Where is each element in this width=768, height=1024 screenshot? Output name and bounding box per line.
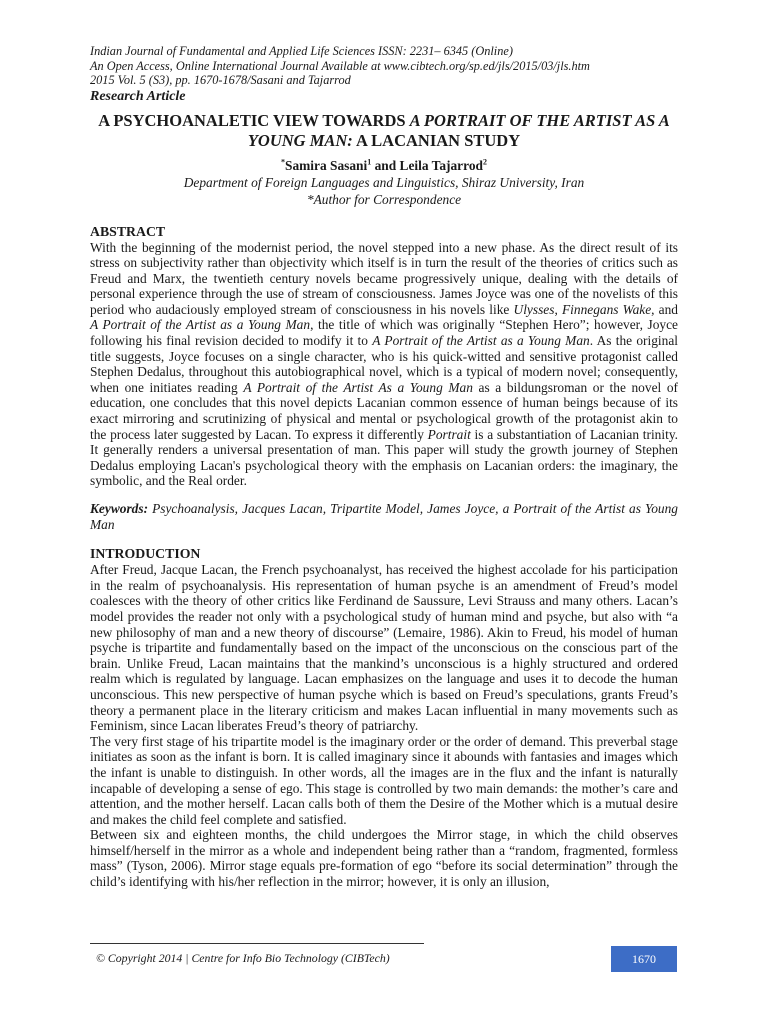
keywords: [90, 501, 678, 532]
paper-page: [90, 44, 678, 890]
abstract-text-segment: With the beginning of the modernist period, the novel stepped into a new phase. As the direct result of its stress on subjectivity rather than objectivity which itself is in turn the result of the theories of critics such as Freud and Marx, the twentieth century novels became progressively unique, dealing with the details of personal experience through the use of stream of consciousness. James Joyce was one of the novelists of this period who audaciously employed stream of consciousness in his novels like: [90, 239, 678, 317]
author-1-sup: 1: [367, 157, 372, 167]
journal-line-1: Indian Journal of Fundamental and Applied Life Sciences ISSN: 2231– 6345 (Online): [90, 44, 513, 58]
journal-line-3: 2015 Vol. 5 (S3), pp. 1670-1678/Sasani and Tajarrod: [90, 73, 351, 87]
journal-header: [90, 44, 678, 88]
abstract-text-segment: as a bildungsroman or the novel of education, one concludes that this novel depicts Lacanian common essence of human beings because of its exact mirroring and scrutinizing of physical and mental or psychological growth of the protagonist akin to the process later suggested by Lacan. To express it differently: [90, 379, 678, 442]
abstract-text-segment: , the title of which was originally “Stephen Hero”; however, Joyce following his final revision decided to modify it to: [90, 317, 678, 349]
page-number-badge: 1670: [611, 946, 677, 972]
author-line: [90, 157, 678, 174]
abstract-text-segment: . As the original title suggests, Joyce focuses on a single character, who is his quick-witted and sensitive protagonist called Stephen Dedalus, throughout this autobiographical novel, which is a typical of modern novel; consequently, when one initiates reading: [90, 333, 678, 395]
abstract-text-segment: , and: [651, 301, 679, 317]
abstract-italic-title: Ulysses: [513, 301, 555, 317]
abstract-text: [90, 240, 678, 490]
abstract-italic-title: A Portrait of the Artist as a Young Man: [90, 317, 311, 333]
author-star: *: [281, 157, 285, 167]
title-part-1: A PSYCHOANALETIC VIEW TOWARDS: [98, 110, 410, 130]
abstract-italic-title: A Portrait of the Artist as a Young Man: [372, 333, 590, 349]
correspondence-note: *Author for Correspondence: [306, 191, 462, 207]
footer-copyright: © Copyright 2014 | Centre for Info Bio Technology (CIBTech): [96, 951, 390, 965]
footer-divider: [90, 943, 424, 944]
paper-title: [90, 111, 678, 151]
author-2-sup: 2: [482, 157, 487, 167]
abstract-italic-title: Portrait: [427, 426, 471, 442]
article-type: Research Article: [90, 88, 186, 104]
intro-paragraph-3: Between six and eighteen months, the child undergoes the Mirror stage, in which the child observes himself/herself in the mirror as a whole and independent being rather than a “random, fragmented, formless mass” (Tyson, 2006). Mirror stage equals pre-formation of ego “before its social determination” through the child’s identifying with his/her reflection in the mirror; however, it is only an illusion,: [90, 827, 678, 890]
affiliation: Department of Foreign Languages and Linguistics, Shiraz University, Iran: [183, 174, 585, 190]
abstract-text-segment: is a substantiation of Lacanian trinity. It generally renders a universal presentation of man. This paper will study the growth journey of Stephen Dedalus employing Lacan's psychological theory with the emphasis on Lacanian orders: the imaginary, the symbolic, and the Real order.: [90, 426, 678, 489]
author-1: Samira Sasani: [285, 157, 368, 173]
introduction-heading: INTRODUCTION: [90, 546, 201, 562]
journal-line-2: An Open Access, Online International Journal Available at www.cibtech.org/sp.ed/jls/2015/03/jls.htm: [90, 58, 590, 73]
keywords-label: Keywords:: [90, 501, 149, 516]
abstract-italic-title: Finnegans Wake: [561, 301, 652, 317]
intro-paragraph-2: The very first stage of his tripartite model is the imaginary order or the order of demand. This preverbal stage initiates as soon as the infant is born. It is called imaginary since it abounds with fantasies and images which the infant is unable to distinguish. In other words, all the images are in the flux and the infant is naturally incapable of developing a sense of ego. This stage is controlled by two main demands: the mother’s care and attention, and the mother herself. Lacan calls both of them the Desire of the Mother which is a mutual desire and makes the child feel complete and satisfied.: [90, 733, 678, 827]
author-2: and Leila Tajarrod: [371, 157, 483, 173]
abstract-italic-title: A Portrait of the Artist As a Young Man: [243, 379, 473, 395]
abstract-text-segment: ,: [554, 301, 562, 317]
title-part-2: A LACANIAN STUDY: [352, 130, 521, 150]
intro-paragraph-1: After Freud, Jacque Lacan, the French psychoanalyst, has received the highest accolade for his participation in the realm of psychoanalysis. His representation of human psyche is an amendment of Freud’s model coalesces with the theory of other critics like Ferdinand de Saussure, Levi Strauss and many others. Lacan’s model provides the reader not only with a psychological study of human mind and psyche, but also with “a new philosophy of man and a new theory of discourse” (Lemaire, 1986). Akin to Freud, his model of human psyche is tripartite and fundamentally based on the impact of the unconscious on the conscious part of the brain. Unlike Freud, Lacan maintains that the mankind’s unconscious is a highly structured and ordered realm which is regulated by language. Lacan emphasizes on the language and uses it to decode the human unconscious. This new perspective of human psyche which is based on Freud’s speculations, grants Freud’s theory a permanent place in the literary criticism and makes Lacan influential in many movements such as Feminism, since Lacan liberates Freud’s theory of patriarchy.: [90, 562, 678, 734]
abstract-heading: ABSTRACT: [90, 223, 166, 239]
title-italic: A PORTRAIT OF THE ARTIST AS A YOUNG MAN:: [247, 110, 670, 150]
keywords-list: Psychoanalysis, Jacques Lacan, Tripartite Model, James Joyce, a Portrait of the Artist as Young Man: [90, 501, 678, 532]
